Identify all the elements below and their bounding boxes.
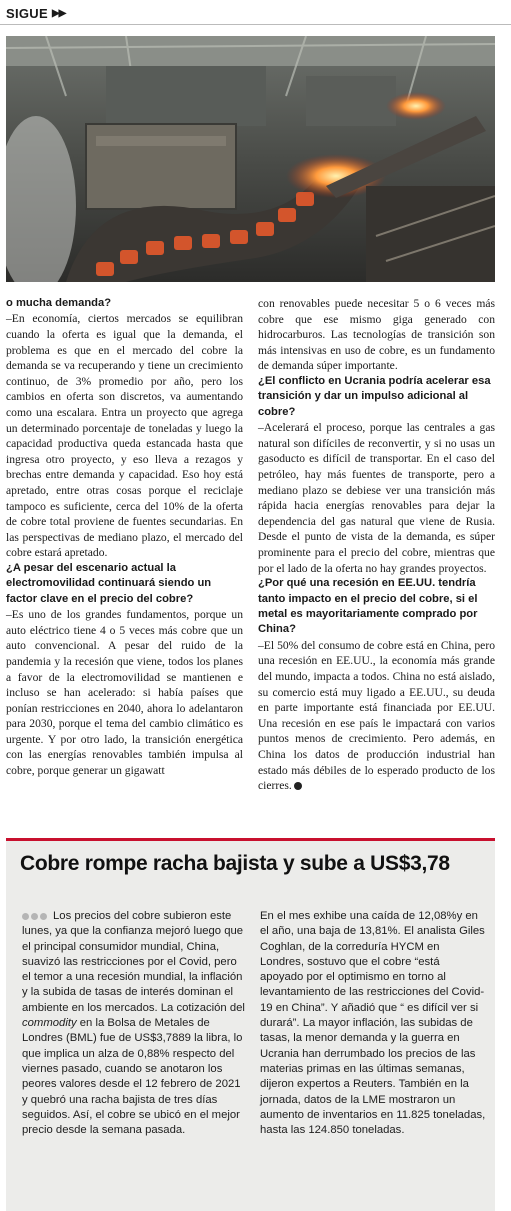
double-arrow-icon: ▶▶	[51, 7, 66, 19]
continued-header	[6, 4, 65, 22]
header-divider	[0, 24, 511, 25]
article-question: ¿A pesar del escenario actual la electromovilidad continuará siendo un factor clave en el precio del cobre?	[6, 561, 212, 605]
box-column-2: En el mes exhibe una caída de 12,08%y en el año, una baja de 13,81%. El analista Giles Coghlan, de la correduría HYCM en Londres, sostuvo que el cobre “está apoyado por el optimismo en torno al levantamiento de las restricciones del Covid-19 en China”. Y añadió que “ es difícil ver si durará”. La mayor inflación, las subidas de tasas, la menor demanda y la guerra en Ucrania han derrumbado los precios de las materias primas en las últimas semanas, dijeron expertos a Reuters. También en la jornada, datos de la LME mostraron un aumento de inventarios en 11.825 toneladas, hasta las 124.850 toneladas.	[260, 910, 486, 1137]
article-paragraph: –En economía, ciertos mercados se equilibran cuando la oferta es igual que la demanda, el problema es que en el mercado del cobre la demanda se va recuperando y tiene un crecimiento continuo, de 3% promedio por año, pero los cambios en oferta son discretos, va aumentando como una escalara. Entra un proyecto que agrega un determinado porcentaje de toneladas y luego la capacidad productiva queda estancada hasta que ingresa otro proyecto, y eso lleva a rezagos y brechas entre demanda y capacidad. Eso hoy está apretado, entre otras cosas porque el reciclaje tampoco es suficiente, cerca del 10% de la oferta de cobre total proviene de fuentes secundarias. En las perspectivas de mediano plazo, el mercado del cobre estará apretado.	[6, 312, 243, 560]
box-title: Cobre rompe racha bajista y sube a US$3,78	[20, 852, 450, 875]
article-closing-text: –El 50% del consumo de cobre está en China, pero una recesión en EE.UU., la economía más grande del mundo, impacta a todos. China no está aislado, su comercio está muy ligado a EE.UU., su deuda en parte importante está financiada por EE.UU. Una recesión en ese país le impactará con varios puntos menos de crecimiento. Pero además, en China los datos de producción industrial han estado más débiles de lo esperado producto de los cierres.	[258, 638, 495, 793]
box-text-end: en la Bolsa de Metales de Londres (BML) fue de US$3,7889 la libra, lo que implica un alza de 0,88% respecto del viernes pasado, cuando se anotaron los peores valores desde el 12 febrero de 2021 y quebró una racha bajista de tres días seguidos. Así, el cobre se ubicó en el mejor precio desde la semana pasada.	[22, 1017, 243, 1137]
article-column-2	[258, 296, 495, 794]
article-paragraph: con renovables puede necesitar 5 o 6 veces más cobre que ese mismo giga generado con hidrocarburos. Las tecnologías de transición son más intensivas en uso de cobre, es un fundamento de demanda súper importante.	[258, 297, 495, 373]
article-paragraph: –Es uno de los grandes fundamentos, porque un auto eléctrico tiene 4 o 5 veces más cobre que un auto convencional. A pesar del ruido de la pandemia y la recesión que viene, todos los planes a favor de la electromovilidad se mantienen e incluso se han acelerado: si había países que ponían restricciones en 2040, ahora lo adelantaron para 2030, porque el tema del cambio climático es urgente. Y por otro lado, la transición energética con las energías renovables también impulsa al cobre, porque generar un gigawatt	[6, 608, 243, 778]
box-italic-term: commodity	[22, 1017, 77, 1030]
article-question: o mucha demanda?	[6, 297, 112, 309]
article-question: ¿Por qué una recesión en EE.UU. tendría tanto impacto en el precio del cobre, si el metal es mayoritariamente comprado por China?	[258, 577, 478, 636]
end-of-article-icon	[294, 782, 302, 790]
box-column-1	[22, 909, 248, 1138]
article-paragraph	[258, 638, 495, 794]
copper-smelter-photo	[6, 36, 495, 282]
article-question: ¿El conflicto en Ucrania podría acelerar esa transición y dar un impulso adicional al cobre?	[258, 374, 491, 418]
article-paragraph: –Acelerará el proceso, porque las centrales a gas natural son difíciles de reconvertir, y si no usas un gasoducto es difícil de transportar. En el caso del petróleo, hay más fuentes de transporte, pero a mediano plazo se debiese ver una transición más rápida hacia energías renovables para dejar la dependencia del gas natural que viene de Rusia. Desde el punto de vista de la demanda, es súper prominente para el precio del cobre, mientras que por el lado de la oferta no hay grandes proyectos.	[258, 421, 495, 575]
smelter-illustration	[6, 36, 495, 282]
article-column-1	[6, 296, 243, 779]
bullet-dots-icon	[22, 909, 49, 924]
sigue-label: SIGUE	[6, 5, 48, 21]
box-text-start: Los precios del cobre subieron este lunes, ya que la confianza mejoró luego que el principal consumidor mundial, China, suavizó las restricciones por el Covid, pero el temor a una recesión mundial, la inflación y la subida de tasas de interés dominan el ambiente en los mercados. La cotización del	[22, 910, 245, 1014]
sidebar-box	[6, 838, 495, 1211]
